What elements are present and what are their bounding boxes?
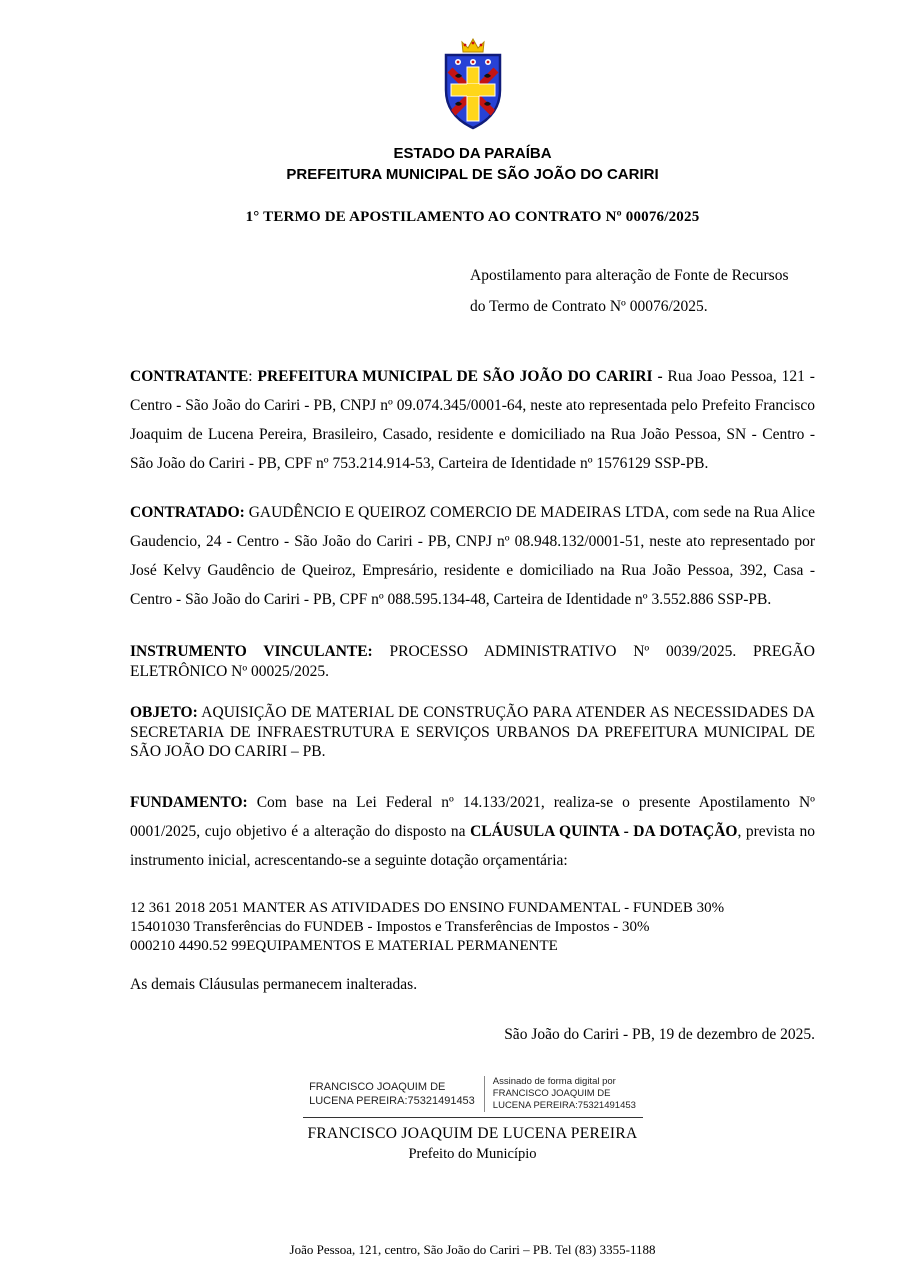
signer-name: FRANCISCO JOAQUIM DE LUCENA PEREIRA — [307, 1124, 638, 1142]
fundamento-text-1: Com base na Lei Federal nº 14.133/2021, realiza-se o presente Apostilamento Nº 0001/2025, cujo objetivo é a alteração do disposto na — [130, 793, 815, 840]
signer-id-line-2: LUCENA PEREIRA:75321491453 — [309, 1094, 475, 1107]
digital-note-line-2: FRANCISCO JOAQUIM DE — [492, 1087, 611, 1099]
digital-note-line-3: LUCENA PEREIRA:75321491453 — [492, 1099, 636, 1111]
coat-of-arms-icon — [130, 38, 815, 135]
signature-block — [130, 1076, 815, 1163]
signer-role: Prefeito do Município — [408, 1145, 537, 1162]
contratado-label: CONTRATADO: — [130, 504, 245, 521]
contratante-separator: : — [248, 368, 258, 385]
epigraph-line-1: Apostilamento para alteração de Fonte de Recursos — [470, 267, 789, 284]
budget-line-3: 000210 4490.52 99EQUIPAMENTOS E MATERIAL PERMANENTE — [130, 937, 558, 954]
instrumento-paragraph — [130, 642, 815, 681]
fundamento-label: FUNDAMENTO: — [130, 793, 248, 811]
signature-signer-id — [309, 1080, 484, 1108]
budget-allocation-block — [130, 899, 815, 956]
digital-signature-stamp — [309, 1076, 636, 1112]
epigraph — [470, 260, 815, 322]
objeto-paragraph — [130, 703, 815, 762]
contratado-text: GAUDÊNCIO E QUEIROZ COMERCIO DE MADEIRAS LTDA, com sede na Rua Alice Gaudencio, 24 - Centro - São João do Cariri - PB, CNPJ nº 08.948.132/0001-51, neste ato representado por José Kelvy Gaudêncio de Queiroz, Empresário, residente e domiciliado na Rua João Pessoa, 392, Casa - Centro - São João do Cariri - PB, CPF nº 088.595.134-48, Carteira de Identidade nº 3.552.886 SSP-PB. — [130, 504, 815, 608]
objeto-text: AQUISIÇÃO DE MATERIAL DE CONSTRUÇÃO PARA ATENDER AS NECESSIDADES DA SECRETARIA DE INFRAESTRUTURA E SERVIÇOS URBANOS DA PREFEITURA MUNICIPAL DE SÃO JOÃO DO CARIRI – PB. — [130, 704, 815, 760]
contratante-label: CONTRATANTE — [130, 368, 249, 385]
budget-line-2: 15401030 Transferências do FUNDEB - Impostos e Transferências de Impostos - 30% — [130, 918, 650, 935]
fundamento-paragraph — [130, 788, 815, 875]
instrumento-label: INSTRUMENTO VINCULANTE: — [130, 643, 373, 660]
objeto-label: OBJETO: — [130, 704, 198, 721]
header-municipality: PREFEITURA MUNICIPAL DE SÃO JOÃO DO CARIRI — [286, 166, 659, 183]
contratante-entity: PREFEITURA MUNICIPAL DE SÃO JOÃO DO CARIRI - — [257, 368, 668, 385]
signature-line — [303, 1117, 643, 1118]
dateline: São João do Cariri - PB, 19 de dezembro de 2025. — [504, 1025, 815, 1043]
contratante-text: Rua Joao Pessoa, 121 - Centro - São João do Cariri - PB, CNPJ nº 09.074.345/0001-64, neste ato representada pelo Prefeito Francisco Joaquim de Lucena Pereira, Brasileiro, Casado, residente e domiciliado na Rua João Pessoa, SN - Centro - São João do Cariri - PB, CPF nº 753.214.914-53, Carteira de Identidade nº 1576129 SSP-PB. — [130, 368, 815, 472]
instrumento-text: PROCESSO ADMINISTRATIVO Nº 0039/2025. PREGÃO ELETRÔNICO Nº 00025/2025. — [130, 643, 815, 680]
budget-line-1: 12 361 2018 2051 MANTER AS ATIVIDADES DO ENSINO FUNDAMENTAL - FUNDEB 30% — [130, 899, 725, 916]
page-footer: João Pessoa, 121, centro, São João do Cariri – PB. Tel (83) 3355-1188 — [289, 1242, 656, 1257]
signature-digital-note — [484, 1076, 636, 1112]
document-title: 1° TERMO DE APOSTILAMENTO AO CONTRATO Nº 00076/2025 — [245, 209, 700, 225]
contratado-paragraph — [130, 498, 815, 614]
fundamento-text-2: , prevista no instrumento inicial, acrescentando-se a seguinte dotação orçamentária: — [130, 822, 815, 869]
fundamento-clause: CLÁUSULA QUINTA - DA DOTAÇÃO — [470, 822, 738, 840]
digital-note-line-1: Assinado de forma digital por — [492, 1075, 616, 1087]
epigraph-line-2: do Termo de Contrato Nº 00076/2025. — [470, 298, 708, 315]
closing-statement: As demais Cláusulas permanecem inalteradas. — [130, 975, 418, 993]
contratante-paragraph — [130, 362, 815, 478]
signer-id-line-1: FRANCISCO JOAQUIM DE — [309, 1080, 446, 1093]
header-state: ESTADO DA PARAÍBA — [393, 145, 552, 162]
